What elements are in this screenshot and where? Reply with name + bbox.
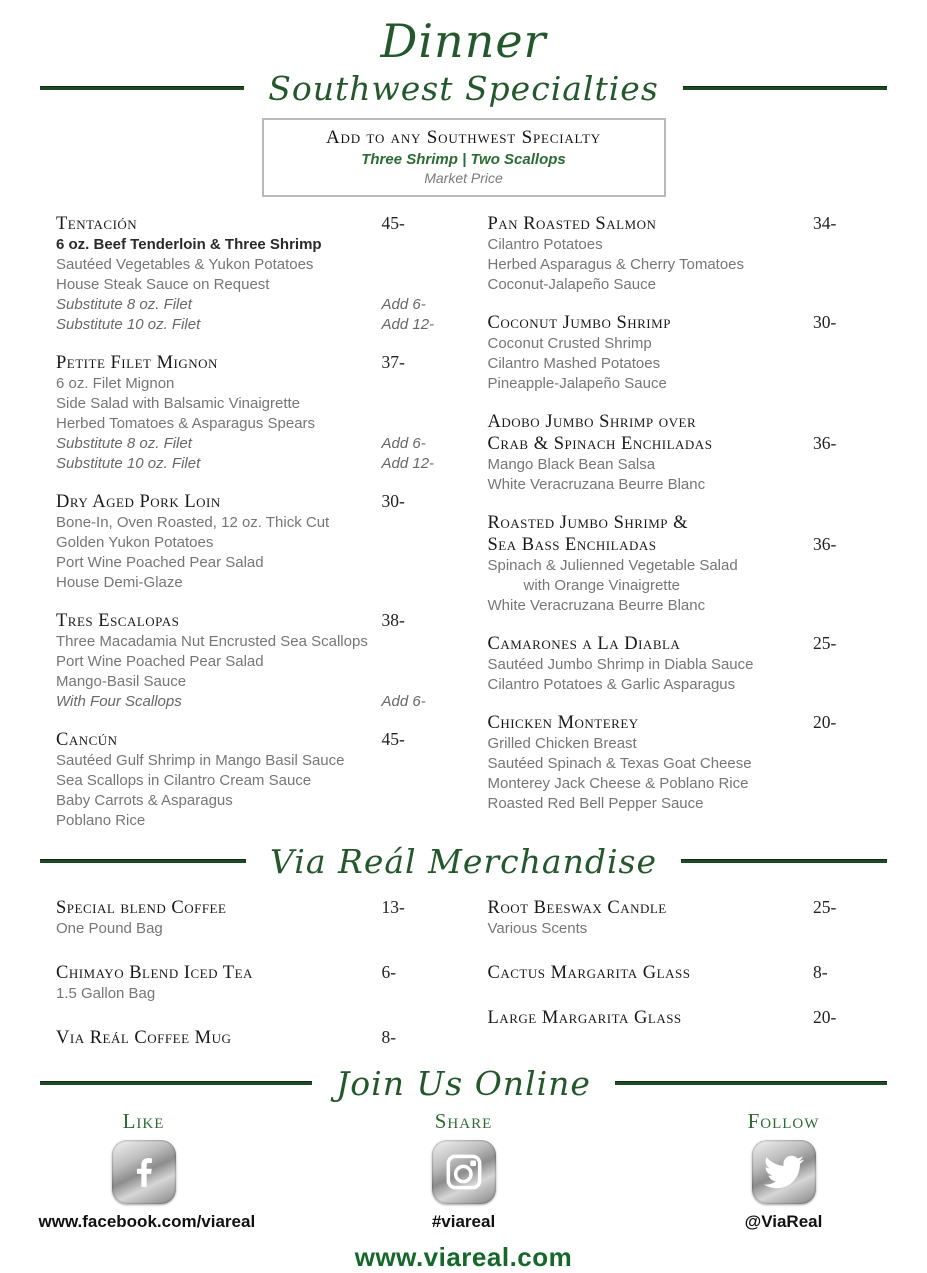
item-price: 20- [813,1006,837,1027]
item-line: Mango Black Bean Salsa [487,455,656,473]
item-price: 8- [813,961,828,982]
item-line: Substitute 8 oz. Filet Add 6- [56,434,440,454]
add-price: Add 6- [381,692,426,710]
item-line: Golden Yukon Potatoes [56,533,214,551]
item-line: Side Salad with Balsamic Vinaigrette [56,394,301,412]
menu-item-tentacion [56,213,440,335]
item-header [56,213,440,235]
item-name: Via Reál Coffee Mug [56,1027,232,1048]
item-line: House Steak Sauce on Request [56,275,270,293]
merch-item-candle [488,897,872,939]
add-price: Add 12- [381,454,435,472]
menu-item-petite-filet [56,352,440,474]
social-column-facebook [38,1108,256,1232]
item-line: White Veracruzana Beurre Blanc [487,596,706,614]
item-name: Camarones a La Diabla [487,633,681,654]
item-price: 36- [813,533,837,554]
addon-options: Three Shrimp | Two Scallops [361,150,566,168]
item-header [488,433,872,455]
section-divider [0,69,927,108]
menu-item-adobo-shrimp [488,411,872,495]
item-name: Tres Escalopas [56,610,180,631]
add-price: Add 12- [381,315,435,333]
item-price: 25- [813,632,837,653]
social-heading: Join Us Online [336,1063,591,1103]
item-line: Mango-Basil Sauce [56,672,187,690]
merch-column-right [488,897,872,1072]
item-line: Poblano Rice [56,811,146,829]
menu-item-pork-loin [56,491,440,593]
page-title: Dinner [380,14,547,68]
item-line: Sautéed Vegetables & Yukon Potatoes [56,255,314,273]
instagram-hashtag[interactable]: #viareal [431,1211,496,1231]
divider-line [681,859,887,863]
item-line: 1.5 Gallon Bag [56,984,156,1002]
item-line: 6 oz. Beef Tenderloin & Three Shrimp [56,235,322,253]
item-name: Tentación [56,213,138,234]
social-row [0,1109,927,1232]
social-action-label: Like [122,1108,165,1133]
menu-column-right [488,213,872,848]
item-line: Sea Scallops in Cilantro Cream Sauce [56,771,312,789]
item-line: White Veracruzana Beurre Blanc [487,475,706,493]
item-name: Sea Bass Enchiladas [487,534,657,555]
item-price: 38- [381,609,405,630]
divider-line [683,86,887,90]
menu-item-coconut-shrimp [488,312,872,394]
menu-item-salmon [488,213,872,295]
item-line: House Demi-Glaze [56,573,183,591]
item-price: 20- [813,711,837,732]
item-name: Special blend Coffee [56,897,227,918]
section-heading: Southwest Specialties [268,68,659,108]
item-price: 34- [813,212,837,233]
item-header [56,352,440,374]
divider-line [40,859,246,863]
facebook-icon[interactable] [112,1140,176,1204]
item-line: Substitute 10 oz. Filet Add 12- [56,315,440,335]
facebook-url[interactable]: www.facebook.com/viareal [38,1211,256,1231]
item-price: 6- [381,961,397,982]
item-line: Bone-In, Oven Roasted, 12 oz. Thick Cut [56,513,330,531]
item-line: With Four Scallops Add 6- [56,692,440,712]
item-name: Coconut Jumbo Shrimp [487,312,671,333]
instagram-icon[interactable] [432,1140,496,1204]
item-price: 30- [813,311,837,332]
item-line: Sautéed Spinach & Texas Goat Cheese [487,754,752,772]
merch-item-large-glass [488,1007,872,1029]
item-name: Dry Aged Pork Loin [56,491,221,512]
item-line: Coconut Crusted Shrimp [487,334,652,352]
menu-item-cancun [56,729,440,831]
item-header [488,534,872,556]
twitter-handle[interactable]: @ViaReal [744,1211,823,1231]
website-url[interactable]: www.viareal.com [354,1241,573,1272]
merchandise-grid [0,897,927,1072]
item-name: Crab & Spinach Enchiladas [487,433,713,454]
item-line: Substitute 10 oz. Filet Add 12- [56,454,440,474]
item-price: 37- [381,351,405,372]
addon-note: Market Price [424,169,503,186]
merch-column-left [56,897,440,1072]
item-header [488,213,872,235]
item-header [488,411,872,433]
menu-grid [0,213,927,848]
item-name: Roasted Jumbo Shrimp & [487,512,689,533]
menu-item-chicken-monterey [488,712,872,814]
item-line: Port Wine Poached Pear Salad [56,652,264,670]
item-header [488,512,872,534]
item-line: Grilled Chicken Breast [487,734,637,752]
item-line: Spinach & Julienned Vegetable Salad [487,556,738,574]
merch-item-coffee-mug [56,1027,440,1049]
merch-item-coffee [56,897,440,939]
item-name: Pan Roasted Salmon [487,213,657,234]
divider-line [40,1081,312,1085]
item-line: Coconut-Jalapeño Sauce [487,275,656,293]
divider-line [615,1081,887,1085]
item-header [488,712,872,734]
item-line: Various Scents [487,919,588,937]
item-header [488,312,872,334]
item-line: Cilantro Potatoes & Garlic Asparagus [487,675,736,693]
merch-item-iced-tea [56,962,440,1004]
menu-item-tres-escalopas [56,610,440,712]
item-line: Sautéed Gulf Shrimp in Mango Basil Sauce [56,751,345,769]
addon-box [262,118,666,197]
item-line: One Pound Bag [56,919,163,937]
social-action-label: Follow [747,1108,820,1133]
item-price: 36- [813,432,837,453]
social-column-twitter [679,1109,889,1232]
item-line: Herbed Tomatoes & Asparagus Spears [56,414,316,432]
merch-item-cactus-glass [488,962,872,984]
item-price: 13- [381,896,405,917]
item-header [56,491,440,513]
item-name: Petite Filet Mignon [56,352,218,373]
menu-item-seabass-enchiladas [488,512,872,616]
item-line: Cilantro Mashed Potatoes [487,354,661,372]
item-line: Port Wine Poached Pear Salad [56,553,264,571]
item-name: Chimayo Blend Iced Tea [56,962,253,983]
twitter-icon[interactable] [752,1140,816,1204]
item-name: Cactus Margarita Glass [487,962,691,983]
item-price: 30- [381,490,405,511]
item-price: 45- [381,212,405,233]
item-name: Chicken Monterey [487,712,639,733]
item-line: Baby Carrots & Asparagus [56,791,233,809]
item-line: Herbed Asparagus & Cherry Tomatoes [487,255,745,273]
item-price: 45- [381,728,405,749]
item-line: Cilantro Potatoes [487,235,603,253]
add-price: Add 6- [381,295,426,313]
divider-line [40,86,244,90]
item-line: Three Macadamia Nut Encrusted Sea Scallops [56,632,368,650]
social-action-label: Share [434,1108,493,1133]
item-name: Root Beeswax Candle [487,897,667,918]
social-column-instagram [359,1109,569,1232]
menu-item-camarones [488,633,872,695]
item-line: with Orange Vinaigrette [523,576,680,594]
item-header [56,610,440,632]
item-price: 25- [813,896,837,917]
addon-title: Add to any Southwest Specialty [325,126,601,148]
item-name: Adobo Jumbo Shrimp over [487,411,697,432]
item-line: 6 oz. Filet Mignon [56,374,175,392]
item-line: Roasted Red Bell Pepper Sauce [487,794,704,812]
menu-column-left [56,213,440,848]
add-price: Add 6- [381,434,426,452]
item-line: Substitute 8 oz. Filet Add 6- [56,295,440,315]
item-line: Monterey Jack Cheese & Poblano Rice [487,774,749,792]
item-header [488,633,872,655]
item-name: Large Margarita Glass [487,1007,682,1028]
item-header [56,729,440,751]
item-price: 8- [381,1026,397,1047]
item-line: Pineapple-Jalapeño Sauce [487,374,667,392]
item-line: Sautéed Jumbo Shrimp in Diabla Sauce [487,655,754,673]
merchandise-heading: Via Reál Merchandise [270,841,657,881]
item-name: Cancún [56,729,118,750]
